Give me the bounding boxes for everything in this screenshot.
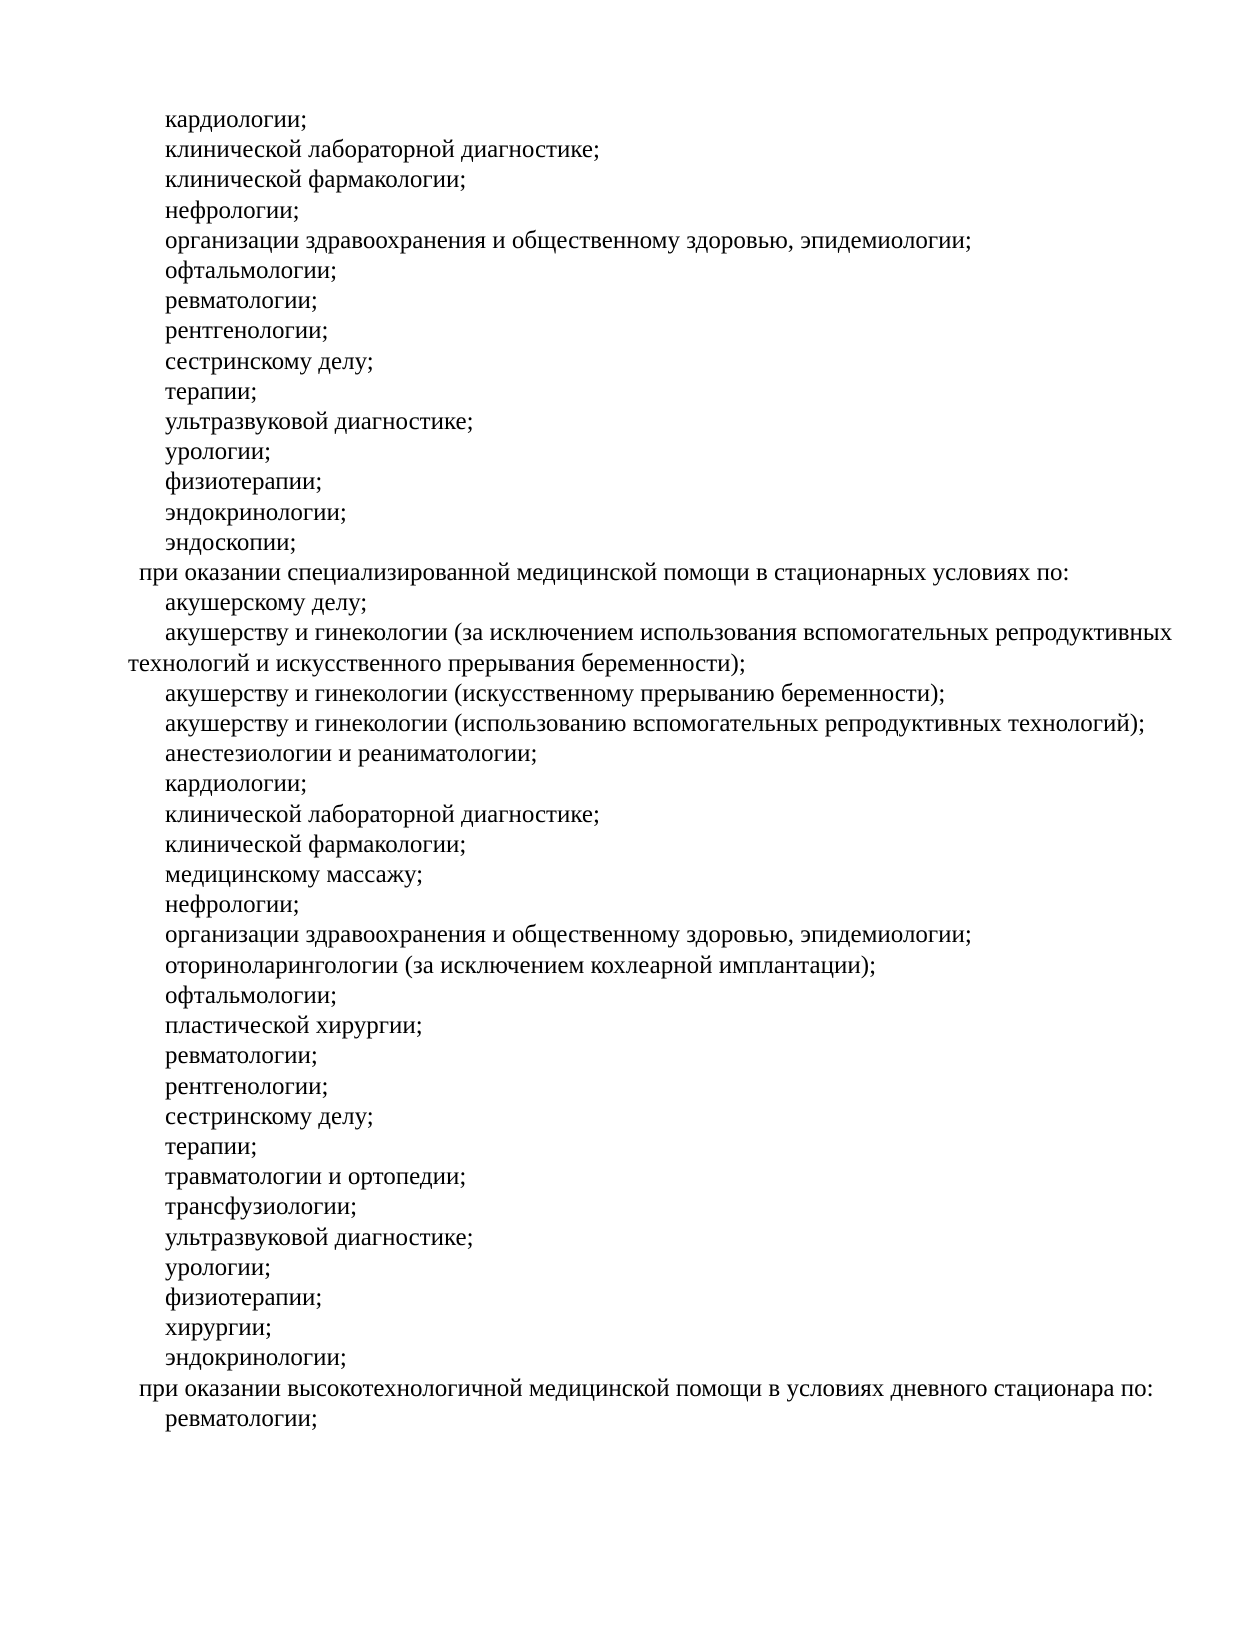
specialty-item: акушерству и гинекологии (искусственному прерыванию беременности); [165,679,946,707]
specialty-item: урологии; [165,1253,272,1281]
specialty-item: урологии; [165,438,272,466]
specialty-item: ревматологии; [165,1404,318,1432]
specialty-item: хирургии; [165,1314,273,1342]
specialty-item: пластической хирургии; [165,1012,423,1040]
specialty-item: организации здравоохранения и общественному здоровью, эпидемиологии; [165,921,972,949]
specialty-item: акушерству и гинекологии (за исключением использования вспомогательных репродуктивных технологий и искусственного прерывания беременности); [128,619,1173,677]
specialty-item: эндокринологии; [165,498,347,526]
specialty-item: терапии; [165,377,258,405]
specialty-item: ревматологии; [165,1042,318,1070]
specialty-item: офтальмологии; [165,257,338,285]
section-header: при оказании специализированной медицинской помощи в стационарных условиях по: [139,559,1070,587]
specialty-item: клинической лабораторной диагностике; [165,800,600,828]
section-header: при оказании высокотехнологичной медицинской помощи в условиях дневного стационара по: [139,1374,1154,1402]
specialty-item: нефрологии; [165,196,300,224]
specialty-item: терапии; [165,1132,258,1160]
specialty-item: организации здравоохранения и общественному здоровью, эпидемиологии; [165,226,972,254]
specialty-item: клинической фармакологии; [165,830,467,858]
specialty-item: травматологии и ортопедии; [165,1163,467,1191]
specialty-item: рентгенологии; [165,1072,329,1100]
specialty-item: офтальмологии; [165,981,338,1009]
specialty-item: физиотерапии; [165,468,323,496]
specialty-item: акушерству и гинекологии (использованию вспомогательных репродуктивных технологий); [165,710,1146,738]
specialty-item: трансфузиологии; [165,1193,358,1221]
specialty-item: эндоскопии; [165,528,297,556]
specialty-item: ревматологии; [165,287,318,315]
specialty-item: ультразвуковой диагностике; [165,1223,474,1251]
specialty-item: клинической лабораторной диагностике; [165,136,600,164]
specialty-item: клинической фармакологии; [165,166,467,194]
specialty-item: нефрологии; [165,891,300,919]
specialty-item: эндокринологии; [165,1344,347,1372]
specialty-item: кардиологии; [165,770,308,798]
specialty-item: ультразвуковой диагностике; [165,408,474,436]
specialty-item: акушерскому делу; [165,589,368,617]
specialty-item: сестринскому делу; [165,1102,374,1130]
specialty-item: анестезиологии и реаниматологии; [165,740,538,768]
specialty-item: рентгенологии; [165,317,329,345]
specialty-item: сестринскому делу; [165,347,374,375]
specialty-item: медицинскому массажу; [165,861,424,889]
document-content [128,105,1220,1434]
specialty-item: кардиологии; [165,106,308,133]
specialty-item: оториноларингологии (за исключением кохлеарной имплантации); [165,951,877,979]
specialty-item: физиотерапии; [165,1283,323,1311]
